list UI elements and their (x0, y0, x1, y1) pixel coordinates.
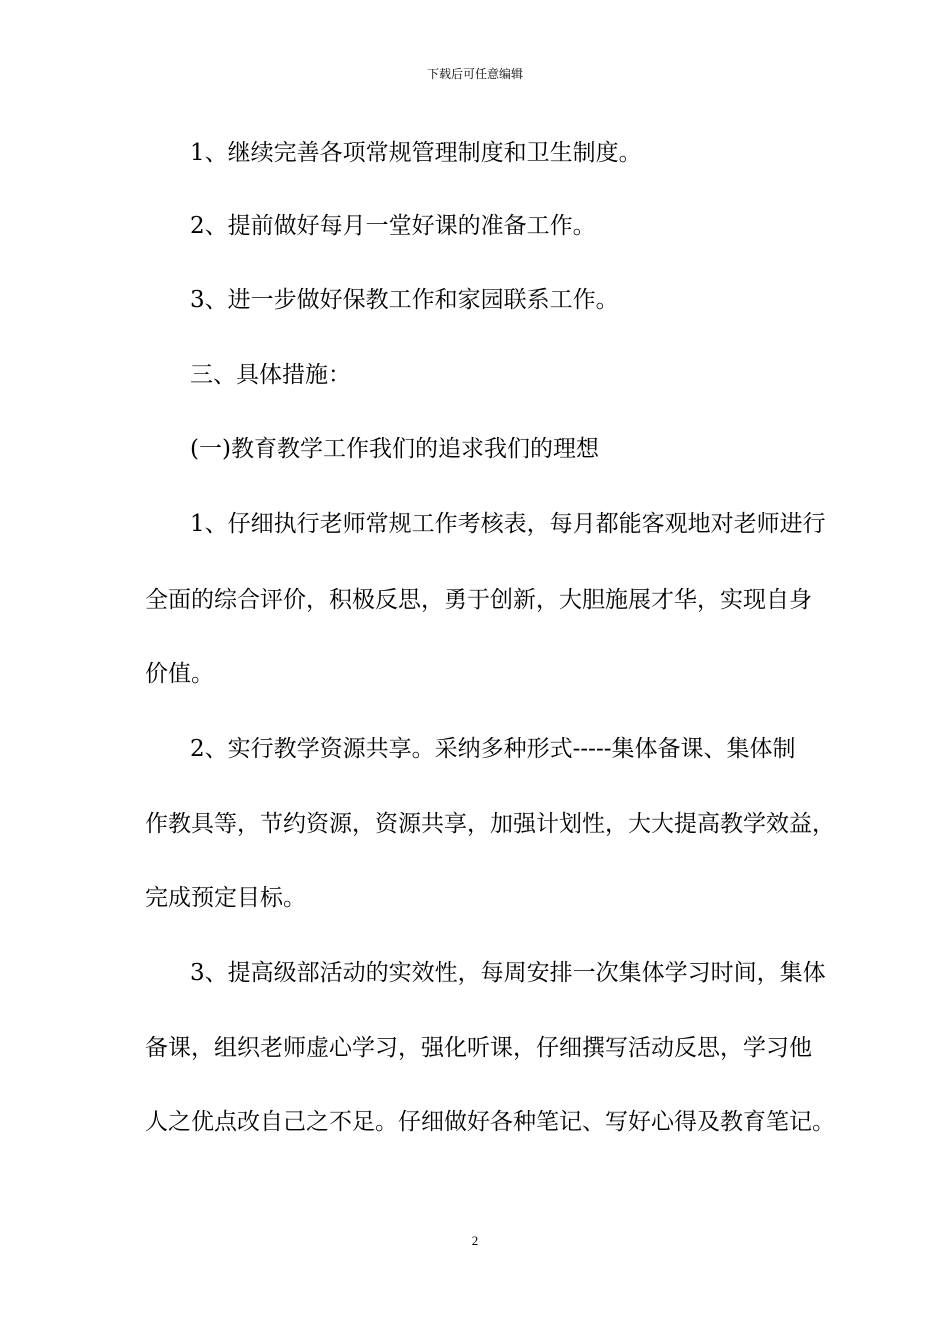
paragraph-line: 全面的综合评价，积极反思，勇于创新，大胆施展才华，实现自身 (145, 587, 812, 613)
paragraph-line: 1、仔细执行老师常规工作考核表，每月都能客观地对老师进行 (190, 511, 826, 537)
paragraph-line: 人之优点改自己之不足。仔细做好各种笔记、写好心得及教育笔记。 (145, 1109, 835, 1135)
paragraph-line: 1、继续完善各项常规管理制度和卫生制度。 (190, 140, 642, 166)
paragraph-line: 完成预定目标。 (145, 885, 306, 911)
section-heading: 三、具体措施： (190, 362, 351, 388)
subsection-heading: (一)教育教学工作我们的追求我们的理想 (190, 436, 599, 462)
paragraph-line: 作教具等，节约资源，资源共享，加强计划性，大大提高教学效益， (145, 811, 835, 837)
paragraph-line: 2、提前做好每月一堂好课的准备工作。 (190, 213, 596, 239)
paragraph-line: 3、进一步做好保教工作和家园联系工作。 (190, 287, 619, 313)
paragraph-line: 价值。 (145, 661, 214, 687)
page-header: 下载后可任意编辑 (426, 67, 523, 81)
paragraph-line: 2、实行教学资源共享。采纳多种形式-----集体备课、集体制 (190, 736, 796, 762)
paragraph-line: 备课，组织老师虚心学习，强化听课，仔细撰写活动反思，学习他 (145, 1035, 812, 1061)
page-number: 2 (471, 1233, 479, 1248)
paragraph-line: 3、提高级部活动的实效性，每周安排一次集体学习时间，集体 (190, 960, 826, 986)
